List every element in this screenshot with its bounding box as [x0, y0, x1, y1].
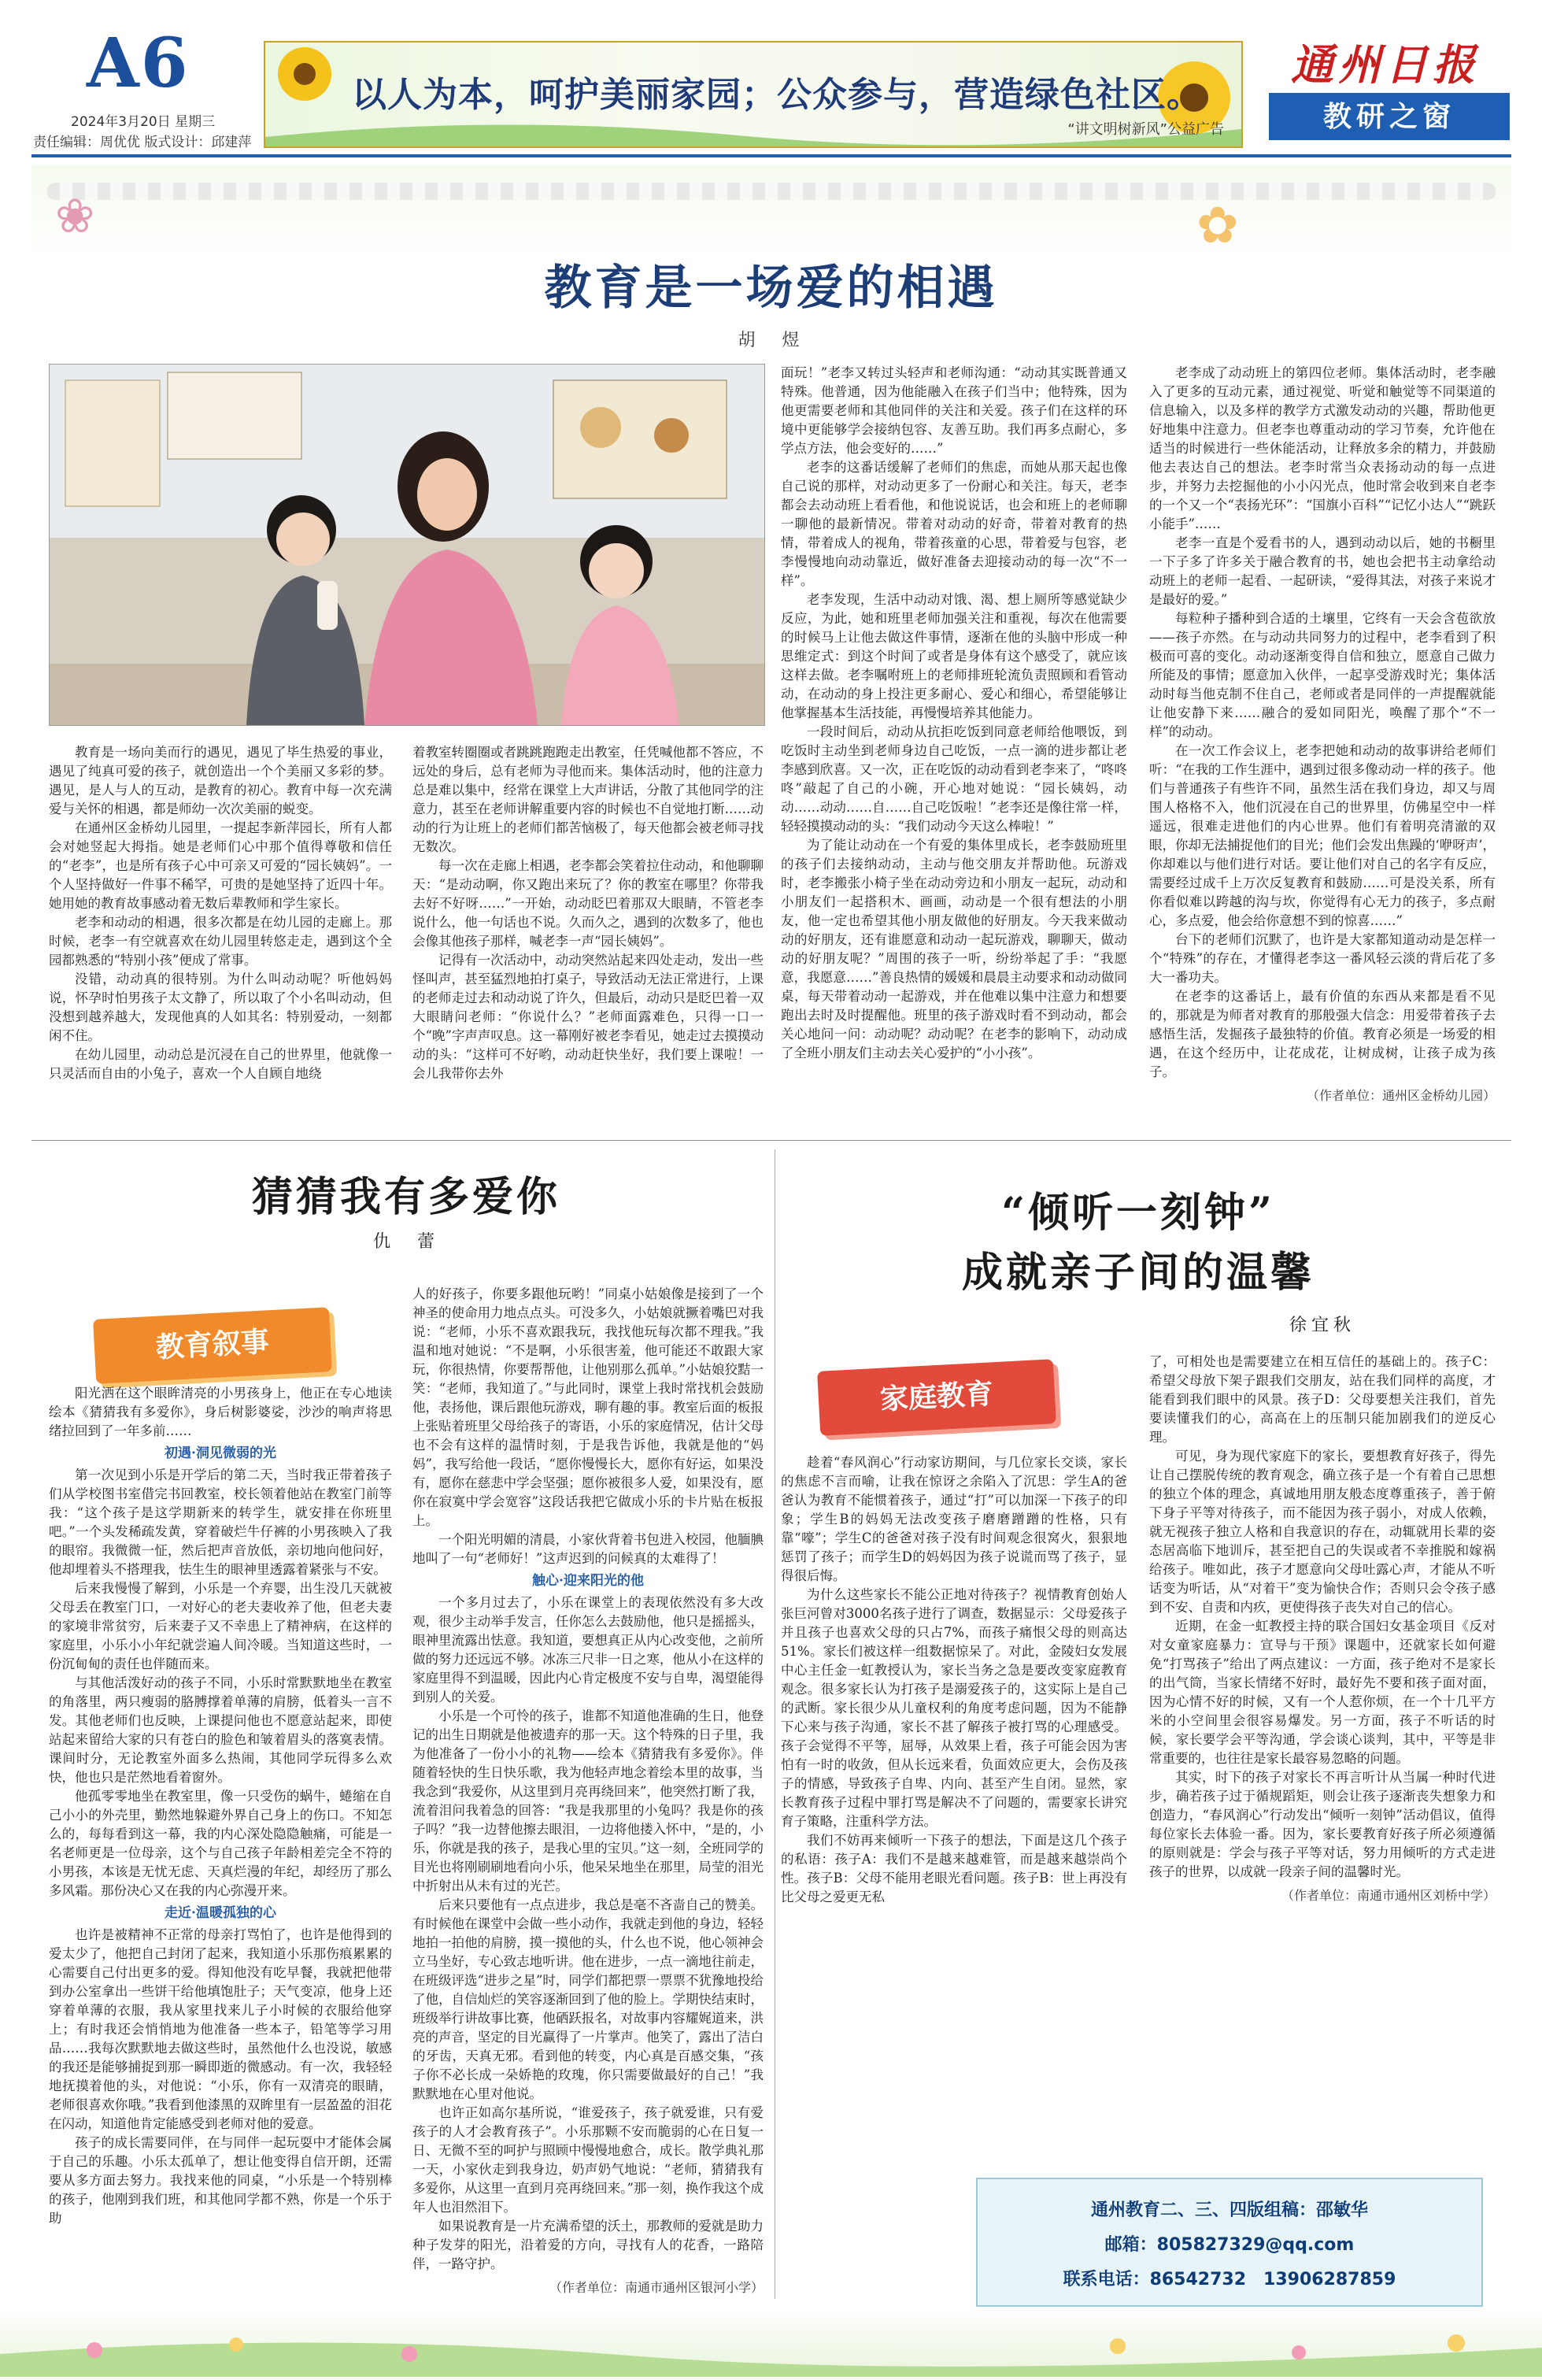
- paragraph: 在一次工作会议上，老李把她和动动的故事讲给老师们听：“在我的工作生涯中，遇到过很多像动动一样的孩子。他们与普通孩子有些许不同，虽然生活在我们身边，却又与周围人格格不入，他们沉浸在自己的世界里，仿佛星空中一样遥远，很难走进他们的内心世界。他们有着明亮清澈的双眼，你却无法捕捉他们的目光；他们会发出焦躁的‘咿呀声’，你却难以与他们进行对话。要让他们对自己的名字有反应，需要经过成千上万次反复教育和鼓励……可是没关系，所有你看似难以跨越的沟与坎，你觉得有心无力的孩子，多点耐心，多点爱，他会给你意想不到的惊喜……”: [1149, 743, 1496, 928]
- page-number: A6: [87, 24, 190, 103]
- section-divider: [31, 1140, 1511, 1141]
- paragraph: 孩子的成长需要同伴，在与同伴一起玩耍中才能体会属于自己的乐趣。小乐太孤单了，想让他变得自信开朗，还需要从多方面去努力。我找来他的同桌，“小乐是一个特别棒的孩子，他刚到我们班，和其他同学都不熟，你是一个乐于助: [49, 2135, 392, 2226]
- article2-subhead: 初遇·洞见微弱的光: [165, 1445, 276, 1461]
- paragraph: 我们不妨再来倾听一下孩子的想法，下面是这几个孩子的私语：孩子A：我们不是越来越难管，而是越来越崇尚个性。孩子B：父母不能用老眼光看问题。孩子B：世上再没有比父母之爱更无私: [781, 1833, 1127, 1904]
- education-narrative-badge: 教育叙事: [93, 1307, 332, 1384]
- article3-byline: （作者单位：南通市通州区刘桥中学）: [1281, 1888, 1496, 1903]
- paragraph: 教育是一场向美而行的遇见，遇见了毕生热爱的事业，遇见了纯真可爱的孩子，就创造出一个个美丽又多彩的梦。遇见，是人与人的互动，是教育的初心。教育中每一次充满爱与关怀的相遇，都是师幼一次次美丽的蜕变。: [49, 745, 392, 816]
- article3-column-1: [781, 1453, 1127, 1907]
- article2-subhead: 触心·迎来阳光的他: [532, 1573, 644, 1589]
- paragraph: 老李和动动的相遇，很多次都是在幼儿园的走廊上。那时候，老李一有空就喜欢在幼儿园里转悠走走，遇到这个全园都熟悉的“特别小孩”便成了常事。: [49, 915, 392, 968]
- paragraph: 也许正如高尔基所说，“谁爱孩子，孩子就爱谁，只有爱孩子的人才会教育孩子”。小乐那颗不安而脆弱的心在日复一日、无微不至的呵护与照顾中慢慢地愈合，成长。散学典礼那一天，小家伙走到我身边，奶声奶气地说：“老师，猜猜我有多爱你，从这里一直到月亮再绕回来。”那一刻，换作我这个成年人也泪然泪下。: [412, 2105, 764, 2215]
- paragraph: 着教室转圈圈或者跳跳跑跑走出教室，任凭喊他都不答应，不远处的身后，总有老师为寻他而来。集体活动时，他的注意力总是难以集中，经常在课堂上大声讲话，分散了其他同学的注意力，甚至在老师讲解重要内容的时候也不自觉地打断……动动的行为让班上的老师们都苦恼极了，每天他都会被老师寻找无数次。: [412, 745, 764, 854]
- article3-title-line2: 成就亲子间的温馨: [961, 1249, 1315, 1297]
- banner-note: “讲文明树新风”公益广告: [1067, 121, 1224, 138]
- paragraph: 一段时间后，动动从抗拒吃饭到同意老师给他喂饭，到吃饭时主动坐到老师身边自己吃饭，一点一滴的进步都让老李感到欣喜。又一次，正在吃饭的动动看到老李来了，“咚咚咚”敲起了自己的小碗，开心地对她说：“园长姨妈，动动……动动……自……自己吃饭啦！”老李还是像往常一样，轻轻摸摸动动的头：“我们动动今天这么棒啦！”: [781, 724, 1127, 834]
- paragraph: 为了能让动动在一个有爱的集体里成长，老李鼓励班里的孩子们去接纳动动，主动与他交朋友并帮助他。玩游戏时，老李搬张小椅子坐在动动旁边和小朋友一起玩，动动和小朋友们一起搭积木、画画，动动是一个很有想法的小朋友，他一定也希望其他小朋友做他的好朋友。今天我来做动动的好朋友，还有谁愿意和动动一起玩游戏，聊聊天，做动动的好朋友呢？”周围的孩子一听，纷纷举起了手：“我愿意，我愿意……”善良热情的媛媛和晨晨主动要求和动动做同桌，每天带着动动一起游戏，并在他难以集中注意力和想要跑出去时及时提醒他。班里的孩子游戏时看不到动动，都会关心地问一问：动动呢？动动呢？在老李的影响下，动动成了全班小朋友们主动去关心爱护的“小小孩”。: [781, 838, 1127, 1060]
- lace-border: [47, 183, 1496, 200]
- article2-byline: （作者单位：南通市通州区银河小学）: [549, 2280, 764, 2295]
- editor-credits: 责任编辑：周优优 版式设计：邱建萍: [33, 135, 252, 150]
- paragraph: 趁着“春风润心”行动家访期间，与几位家长交谈，家长的焦虑不言而喻，让我在惊讶之余陷入了沉思：学生A的爸爸认为教育不能惯着孩子，通过“打”可以加深一下孩子的印象；学生B的妈妈无法改变孩子磨磨蹭蹭的性格，只有靠“嚎”；学生C的爸爸对孩子没有时间观念很窝火，狠狠地惩罚了孩子；而学生D的妈妈因为孩子说谎而骂了孩子，显得很后悔。: [781, 1455, 1127, 1583]
- paragraph: 在通州区金桥幼儿园里，一提起李新萍园长，所有人都会对她竖起大拇指。她是老师们心中那个值得尊敬和信任的“老李”，也是所有孩子心中可亲又可爱的“园长姨妈”。一个人坚持做好一件事不稀罕，可贵的是她坚持了近四十年。她用她的教育故事感动着无数后辈教师和学生家长。: [49, 820, 392, 911]
- butterfly-icon: ✿: [1196, 197, 1239, 255]
- article2-author: 仇 蕾: [372, 1232, 439, 1252]
- paragraph: 在老李的这番话上，最有价值的东西从来都是看不见的，那就是为师者对教育的那般强大信念：用爱带着孩子去感悟生活，发掘孩子最独特的价值。教育必须是一场爱的相遇，在这个经历中，让花成花，让树成树，让孩子成为孩子。: [1149, 989, 1496, 1079]
- paragraph: 老李一直是个爱看书的人，遇到动动以后，她的书橱里一下子多了许多关于融合教育的书，她也会把书主动拿给动动班上的老师一起看、一起研读，“爱得其法，对孩子来说才是最好的爱。”: [1149, 535, 1496, 607]
- paragraph: 人的好孩子，你要多跟他玩哟！”同桌小姑娘像是接到了一个神圣的使命用力地点点头。可没多久，小姑娘就撅着嘴巴对我说：“老师，小乐不喜欢跟我玩，我找他玩每次都不理我。”我温和地对她说：“不是啊，小乐很害羞，他可能还不敢跟大家玩，你很热情，你要帮帮他，让他别那么孤单。”小姑娘狡黠一笑：“老师，我知道了。”与此同时，课堂上我时常找机会鼓励他，表扬他，课后跟他玩游戏，聊有趣的事。教室后面的板报上张贴着班里父母给孩子的寄语，小乐的家庭情况，估计父母也不会有这样的温情时刻，于是我告诉他，我就是他的“妈妈”，我写给他一段话，“愿你慢慢长大，愿你有好运，如果没有，愿你在慈悲中学会坚强；愿你被很多人爱，如果没有，愿你在寂寞中学会宽容”这段话我把它做成小乐的卡片贴在板报上。: [412, 1286, 764, 1528]
- paragraph: 没错，动动真的很特别。为什么叫动动呢？听他妈妈说，怀孕时怕男孩子太文静了，所以取了个小名叫动动，但没想到越养越大，发现他真的人如其名：特别爱动，一刻都闲不住。: [49, 972, 392, 1043]
- paragraph: 第一次见到小乐是开学后的第二天，当时我正带着孩子们从学校图书室借完书回教室，校长领着他站在教室门前等我：“这个孩子是这学期新来的转学生，就安排在你班里吧。”一个头发稀疏发黄，穿着破烂牛仔裤的小男孩映入了我的眼帘。我微微一怔，然后把声音放低，亲切地向他问好，他却埋着头不搭理我，怯生生的眼神里透露着紧张与不安。: [49, 1468, 392, 1577]
- paragraph: 台下的老师们沉默了，也许是大家都知道动动是怎样一个“特殊”的存在，才懂得老李这一番风轻云淡的背后花了多大一番功夫。: [1149, 932, 1496, 985]
- header-divider: [31, 154, 1511, 157]
- flower-illustration: [0, 2307, 1542, 2377]
- paragraph: 后来我慢慢了解到，小乐是一个弃婴，出生没几天就被父母丢在教室门口，一对好心的老夫妻收养了他，但老夫妻的家境非常贫穷，后来妻子又不幸患上了精神病，在这样的家庭里，小乐小小年纪就尝遍人间冷暖。当知道这些时，一份沉甸甸的责任也伴随而来。: [49, 1581, 392, 1671]
- article1-title: 教育是一场爱的相遇: [544, 261, 998, 316]
- decorative-band: [31, 165, 1511, 260]
- article2-title: 猜猜我有多爱你: [251, 1173, 560, 1221]
- contact-info-box: [976, 2178, 1483, 2307]
- paragraph: 与其他活泼好动的孩子不同，小乐时常默默地坐在教室的角落里，两只瘦弱的胳膊撑着单薄的肩膀，低着头一言不发。其他老师们也反映，上课提问他也不愿意站起来，即使站起来留给大家的只有苍白的脸色和皱着眉头的落寞表情。课间时分，无论教室外面多么热闹，其他同学玩得多么欢快，他也只是茫然地看着窗外。: [49, 1675, 392, 1785]
- paragraph: 老李的这番话缓解了老师们的焦虑，而她从那天起也像自己说的那样，对动动更多了一份耐心和关注。每天，老李都会去动动班上看看他，和他说说话，也会和班上的老师聊一聊他的最新情况。带着对动动的好奇，带着对教育的热情，带着成人的视角，带着孩童的心思，带着爱与包容，老李慢慢地向动动靠近，做好准备去迎接动动的每一次“不一样”。: [781, 460, 1127, 588]
- ad-banner: [264, 41, 1243, 148]
- paragraph: 一个阳光明媚的清晨，小家伙背着书包进入校园，他腼腆地叫了一句“老师好！”这声迟到的问候真的太难得了！: [412, 1532, 764, 1566]
- paragraph: 阳光洒在这个眼眸清亮的小男孩身上，他正在专心地读绘本《猜猜我有多爱你》，身后树影婆娑，沙沙的响声将思绪拉回到了一年多前……: [49, 1386, 392, 1438]
- article1-column-2: [412, 743, 764, 1083]
- article2-column-2: [412, 1285, 764, 2297]
- article2-column-1: [49, 1384, 392, 2228]
- section-label: 教研之窗: [1269, 93, 1510, 140]
- contact-email: 邮箱：805827329@qq.com: [1104, 2235, 1355, 2255]
- paragraph: 可见，身为现代家庭下的家长，要想教育好孩子，得先让自己摆脱传统的教育观念，确立孩子是一个有着自己思想的独立个体的理念，真诚地用朋友般态度尊重孩子，善于俯下身子平等对待孩子，而不能因为孩子弱小，对成人依赖，就无视孩子独立人格和自我意识的存在，动辄就用长辈的姿态居高临下地训斥，甚至把自己的失误或者不幸推脱和嫁祸给孩子。唯如此，孩子才愿意向父母吐露心声，才能从不听话变为听话，从“对着干”变为愉快合作；否则只会令孩子感到不安、自责和内疚，更使得孩子丧失对自己的信心。: [1149, 1449, 1496, 1615]
- article1-byline: （作者单位：通州区金桥幼儿园）: [1306, 1088, 1496, 1103]
- paragraph: 每粒种子播种到合适的土壤里，它终有一天会含苞欲放——孩子亦然。在与动动共同努力的过程中，老李看到了积极而可喜的变化。动动逐渐变得自信和独立，愿意自己做力所能及的事情；愿意加入伙伴，一起享受游戏时光；集体活动时每当他克制不住自己，老师或者是同伴的一声提醒就能让他安静下来……融合的爱如同阳光，唤醒了那个“不一样”的动动。: [1149, 611, 1496, 739]
- article3-column-2: [1149, 1353, 1496, 1905]
- paragraph: 面玩！”老李又转过头轻声和老师沟通：“动动其实既普通又特殊。他普通，因为他能融入在孩子们当中；他特殊，因为他更需要老师和其他同伴的关注和关爱。孩子们在这样的环境中更能够学会接纳包容、友善互助。我们再多点耐心，多学点方法，他会变好的……”: [781, 365, 1127, 456]
- article3-title-line1: “倾听一刻钟”: [1001, 1189, 1275, 1237]
- paragraph: 后来只要他有一点点进步，我总是毫不吝啬自己的赞美。有时候他在课堂中会做一些小动作，我就走到他的身边，轻轻地拍一拍他的肩膀，摸一摸他的头，什么也不说，他心领神会立马坐好，专心致志地听讲。他在进步，一点一滴地往前走，在班级评选“进步之星”时，同学们都把票一票票不犹豫地投给了他，自信灿烂的笑容逐渐回到了他的脸上。学期快结束时，班级举行讲故事比赛，他硒跃报名，对故事内容耀娓道来，洪亮的声音，坚定的目光赢得了一片掌声。他笑了，露出了洁白的牙齿，天真无邪。看到他的转变，内心真是百感交集，“孩子你不必长成一朵娇艳的玫瑰，你只需要做最好的自己！”我默默地在心里对他说。: [412, 1897, 764, 2101]
- paragraph: 为什么这些家长不能公正地对待孩子？视情教育创始人张巨河曾对3000名孩子进行了调查，数据显示：父母爱孩子并且孩子也喜欢父母的只占7%，而孩子痛恨父母的则高达51%。家长们被这样一组数据惊呆了。对此，金陵妇女发展中心主任金一虹教授认为，家长当务之急是要改变家庭教育观念。很多家长认为打孩子是溺爱孩子的，这实际上是自己的武断。家长很少从儿童权利的角度考虑问题，因为不能静下心来与孩子沟通，家长不甚了解孩子被打骂的心理感受。孩子会觉得不平等，屈辱，从效果上看，孩子可能会因为害怕有一时的收敛，但从长远来看，负面效应更大，会伤及孩子的情感，导致孩子自卑、内向、甚至产生自闭。显然，家长教育孩子过程中罪打骂是解决不了问题的，需要家长讲究育子策略，注重科学方法。: [781, 1587, 1127, 1829]
- family-education-badge: 家庭教育: [817, 1359, 1056, 1436]
- contact-editor: 通州教育二、三、四版组稿：邵敏华: [1090, 2200, 1368, 2220]
- paragraph: 老李成了动动班上的第四位老师。集体活动时，老李融入了更多的互动元素，通过视觉、听觉和触觉等不同渠道的信息输入，以及多样的教学方式激发动动的兴趣，帮助他更好地集中注意力。但老李也尊重动动的学习节奏，允许他在适当的时候进行一些休能活动，让释放多余的精力，并鼓励他去表达自己的想法。老李时常当众表扬动动的每一点进步，并努力去挖掘他的小小闪光点，他时常会收到来自老李的一个又一个“表扬光环”：“国旗小百科”“记忆小达人”“跳跃小能手”……: [1149, 365, 1496, 531]
- contact-phone: 联系电话：86542732 13906287859: [1063, 2270, 1396, 2289]
- paragraph: 近期，在金一虹教授主持的联合国妇女基金项目《反对对女童家庭暴力：宣导与干预》课题中，还就家长如何避免“打骂孩子”给出了两点建议：一方面，孩子绝对不是家长的出气筒，当家长情绪不好时，最好先不要和孩子面对面，因为心情不好的时候，又有一个人惹你烦，在一个十几平方米的小空间里会很容易爆发。另一方面，孩子不听话的时候，家长要学会平等沟通，学会谈心谈判，其中，平等是非常重要的，也往往是家长最容易忽略的问题。: [1149, 1619, 1496, 1766]
- paragraph: 每一次在走廊上相遇，老李都会笑着拉住动动，和他聊聊天：“是动动啊，你又跑出来玩了？你的教室在哪里？你带我去好不好呀……”一开始，动动眨巴着那双大眼睛，不管老李说什么，他一句话也不说。久而久之，遇到的次数多了，他也会像其他孩子那样，喊老李一声“园长姨妈”。: [412, 858, 764, 949]
- paragraph: 他孤零零地坐在教室里，像一只受伤的蜗牛，蜷缩在自己小小的外壳里，勤然地躲避外界自己身上的伤口。不知怎么的，每每看到这一幕，我的内心深处隐隐触痛，可能是一名老师更是一位母亲，这个与自己孩子年龄相差完全不符的小男孩，本该是无忧无虑、天真烂漫的年纪，却经历了那么多风霜。那份决心又在我的内心弥漫开来。: [49, 1789, 392, 1898]
- paragraph: 在幼儿园里，动动总是沉浸在自己的世界里，他就像一只灵活而自由的小兔子，喜欢一个人自顾自地绕: [49, 1047, 392, 1081]
- article3-author: 徐宜秋: [1289, 1316, 1355, 1335]
- paragraph: 如果说教育是一片充满希望的沃土，那教师的爱就是助力种子发芽的阳光，沿着爱的方向，寻找有人的花香，一路陪伴，一路守护。: [412, 2219, 764, 2271]
- paragraph: 了，可相处也是需要建立在相互信任的基础上的。孩子C：希望父母放下架子跟我们交朋友，站在我们同样的高度，才能看到我们眼中的风景。孩子D：父母要想关注我们，首先要读懂我们的心，高高在上的压制只能加剧我们的逆反心理。: [1149, 1354, 1496, 1445]
- paragraph: 老李发现，生活中动动对饿、渴、想上厕所等感觉缺少反应，为此，她和班里老师加强关注和重视，每次在他需要的时候马上让他去做这件事情，逐渐在他的头脑中形成一种思维定式：到这个时间了或者是身体有这个感受了，就应该这样去做。老李嘱咐班上的老师排班轮流负责照顾和看管动动，在动动的身上投注更多耐心、爱心和细心，希望能够让他掌握基本生活技能，再慢慢培养其他能力。: [781, 592, 1127, 720]
- paragraph: 记得有一次活动中，动动突然站起来四处走动，发出一些怪叫声，甚至猛烈地拍打桌子，导致活动无法正常进行，上课的老师走过去和动动说了许久，但最后，动动只是眨巴着一双大眼睛问老师：“你说什么？”老师面露难色，只得一口一个“晚”字声声叹息。这一幕刚好被老李看见，她走过去摸摸动动的头：“这样可不好哟，动动赶快坐好，我们要上课啦！一会儿我带你去外: [412, 953, 764, 1081]
- newspaper-masthead: 通州日报: [1291, 39, 1480, 90]
- article1-photo: [49, 364, 765, 726]
- classroom-photo-illustration: [50, 365, 764, 725]
- article1-column-1: [49, 743, 392, 1083]
- paragraph: 其实，时下的孩子对家长不再言听计从当属一种时代进步，确若孩子过于循规蹈矩，则会让孩子逐渐丧失想象力和创造力，“春风润心”行动发出“倾听一刻钟”活动倡议，值得每位家长去体验一番。因为，家长要教育好孩子所必须遵循的原则就是：学会与孩子平等对话，努力用倾听的方式走进孩子的世界，以成就一段亲子间的温馨时光。: [1149, 1770, 1496, 1879]
- article1-column-4: [1149, 364, 1496, 1105]
- article2-subhead: 走近·温暖孤独的心: [165, 1905, 276, 1921]
- butterfly-icon: ❀: [55, 189, 95, 244]
- paragraph: 也许是被精神不正常的母亲打骂怕了，也许是他得到的爱太少了，他把自己封闭了起来，我知道小乐那伤痕累累的心需要自己付出更多的爱。得知他没有吃早餐，我就把他带到办公室拿出一些饼干给他填饱肚子；天气变凉，他身上还穿着单薄的衣服，我从家里找来儿子小时候的衣服给他穿上；有时我还会悄悄地为他准备一些本子，铅笔等学习用品……我每次默默地去做这些时，虽然他什么也没说，敏感的我还是能够捕捉到那一瞬即逝的微感动。有一次，我轻轻地抚摸着他的头，对他说：“小乐，你有一双清亮的眼睛，老师很喜欢你哦。”我看到他漆黑的双眸里有一层盈盈的泪花在闪动，知道他肯定能感受到老师对他的爱意。: [49, 1927, 392, 2131]
- article1-column-3: [781, 364, 1127, 1063]
- paragraph: 小乐是一个可怜的孩子，谁都不知道他准确的生日，他登记的出生日期就是他被遗弃的那一天。这个特殊的日子里，我为他准备了一份小小的礼物——绘本《猜猜我有多爱你》。伴随着轻快的生日快乐歌，我为他轻声地念着绘本里的故事，当我念到“我爱你，从这里到月亮再绕回来”，他突然打断了我，流着泪问我着急的回答：“我是我那里的小兔吗？我是你的孩子吗？”我一边替他擦去眼泪，一边将他搂入怀中，“是的，小乐，你就是我的孩子，是我心里的宝贝。”这一刻，全班同学的目光也将刚刷刷地看向小乐，他呆呆地坐在那里，局莹的泪光中折射出从未有过的光芒。: [412, 1708, 764, 1893]
- article1-author: 胡 煜: [738, 331, 804, 350]
- banner-slogan: 以人为本，呵护美丽家园；公众参与，营造绿色社区。: [352, 75, 1202, 115]
- paragraph: 一个多月过去了，小乐在课堂上的表现依然没有多大改观，很少主动举手发言，任你怎么去鼓励他，他只是摇摇头，眼神里流露出怯意。我知道，要想真正从内心改变他，之前所做的努力还远远不够。冰冻三尺非一日之寒，他从小在这样的家庭里得不到温暖，因此内心肯定极度不安与自卑，渴望能得到别人的关爱。: [412, 1595, 764, 1704]
- flower-border: [0, 2307, 1542, 2377]
- issue-date: 2024年3月20日 星期三: [71, 114, 216, 130]
